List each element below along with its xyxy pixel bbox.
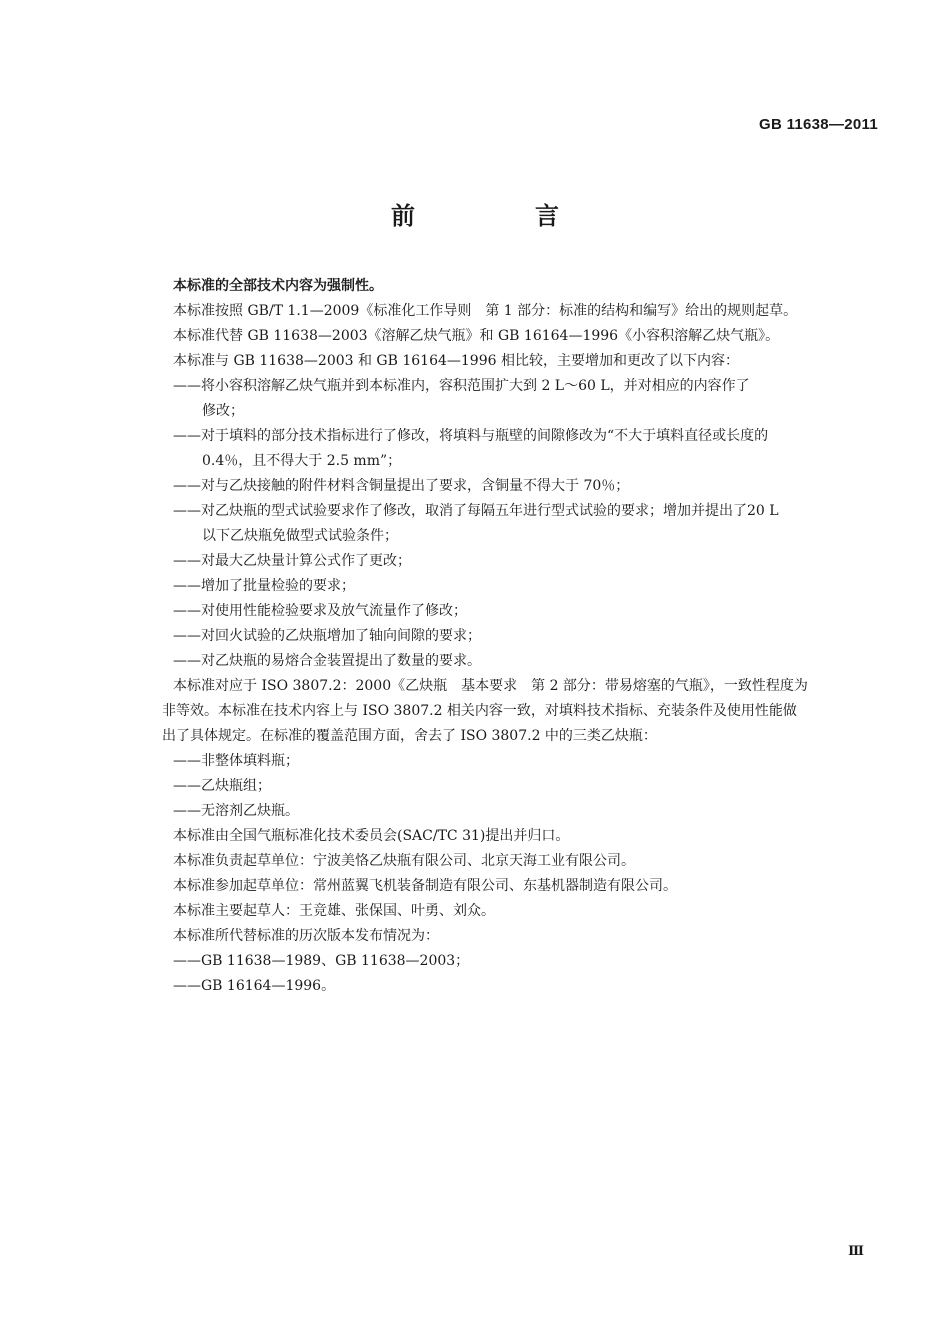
proposer-paragraph: 本标准由全国气瓶标准化技术委员会(SAC/TC 31)提出并归口。 xyxy=(173,828,570,844)
list-item-text: ——对与乙炔接触的附件材料含铜量提出了要求，含铜量不得大于 70％； xyxy=(173,478,630,494)
list-item xyxy=(173,574,879,599)
list-item-text: ——对乙炔瓶的易熔合金装置提出了数量的要求。 xyxy=(173,653,481,669)
list-item-continuation: 修改； xyxy=(202,403,244,419)
history-intro-paragraph: 本标准所代替标准的历次版本发布情况为： xyxy=(173,928,439,944)
list-item xyxy=(173,549,879,574)
paragraph-line: 本标准对应于 ISO 3807.2：2000《乙炔瓶 基本要求 第 2 部分：带易熔塞的气瓶》，一致性程度为 xyxy=(173,678,808,694)
changes-list xyxy=(173,374,879,674)
list-item: ——非整体填料瓶； xyxy=(173,753,299,769)
page-title: 前 言 xyxy=(391,202,607,230)
list-item: ——乙炔瓶组； xyxy=(173,778,271,794)
participating-units-paragraph: 本标准参加起草单位：常州蓝翼飞机装备制造有限公司、东基机器制造有限公司。 xyxy=(173,878,677,894)
list-item-text: ——对回火试验的乙炔瓶增加了轴向间隙的要求； xyxy=(173,628,481,644)
standard-number: GB 11638—2011 xyxy=(759,116,878,133)
changes-intro-paragraph: 本标准与 GB 11638—2003 和 GB 16164—1996 相比较，主要增加和更改了以下内容： xyxy=(173,353,739,369)
drafting-rules-paragraph: 本标准按照 GB/T 1.1—2009《标准化工作导则 第 1 部分：标准的结构和编写》给出的规则起草。 xyxy=(173,303,798,319)
list-item-text: ——将小容积溶解乙炔气瓶并到本标准内，容积范围扩大到 2 L～60 L，并对相应的内容作了 xyxy=(173,378,750,394)
list-item xyxy=(173,499,879,549)
list-item-continuation: 0.4％，且不得大于 2.5 mm”； xyxy=(202,453,402,469)
paragraph-line: 出了具体规定。在标准的覆盖范围方面，舍去了 ISO 3807.2 中的三类乙炔瓶： xyxy=(162,728,657,744)
replacement-paragraph: 本标准代替 GB 11638—2003《溶解乙炔气瓶》和 GB 16164—1996《小容积溶解乙炔气瓶》。 xyxy=(173,328,780,344)
list-item-text: ——对使用性能检验要求及放气流量作了修改； xyxy=(173,603,467,619)
list-item-text: ——增加了批量检验的要求； xyxy=(173,578,355,594)
list-item xyxy=(173,599,879,624)
list-item xyxy=(173,649,879,674)
list-item-text: ——对乙炔瓶的型式试验要求作了修改，取消了每隔五年进行型式试验的要求；增加并提出了20 L xyxy=(173,503,779,519)
drafters-paragraph: 本标准主要起草人：王竞雄、张保国、叶勇、刘众。 xyxy=(173,903,495,919)
list-item: ——GB 11638—1989、GB 11638—2003； xyxy=(173,953,470,969)
page-number: Ⅲ xyxy=(848,1244,864,1259)
list-item xyxy=(173,624,879,649)
list-item-text: ——对最大乙炔量计算公式作了更改； xyxy=(173,553,411,569)
foreword-body xyxy=(162,274,879,999)
list-item: ——GB 16164—1996。 xyxy=(173,978,336,994)
list-item xyxy=(173,424,879,474)
list-item xyxy=(173,374,879,424)
iso-correspondence-paragraph xyxy=(162,674,879,749)
list-item: ——无溶剂乙炔瓶。 xyxy=(173,803,299,819)
paragraph-line: 非等效。本标准在技术内容上与 ISO 3807.2 相关内容一致，对填料技术指标、充装条件及使用性能做 xyxy=(162,703,797,719)
list-item-text: ——对于填料的部分技术指标进行了修改，将填料与瓶壁的间隙修改为“不大于填料直径或长度的 xyxy=(173,428,769,444)
history-list xyxy=(173,949,879,999)
excluded-cylinders-list xyxy=(173,749,879,824)
list-item xyxy=(173,474,879,499)
list-item-continuation: 以下乙炔瓶免做型式试验条件； xyxy=(202,528,398,544)
drafting-units-paragraph: 本标准负责起草单位：宁波美恪乙炔瓶有限公司、北京天海工业有限公司。 xyxy=(173,853,635,869)
mandatory-statement: 本标准的全部技术内容为强制性。 xyxy=(173,278,383,294)
